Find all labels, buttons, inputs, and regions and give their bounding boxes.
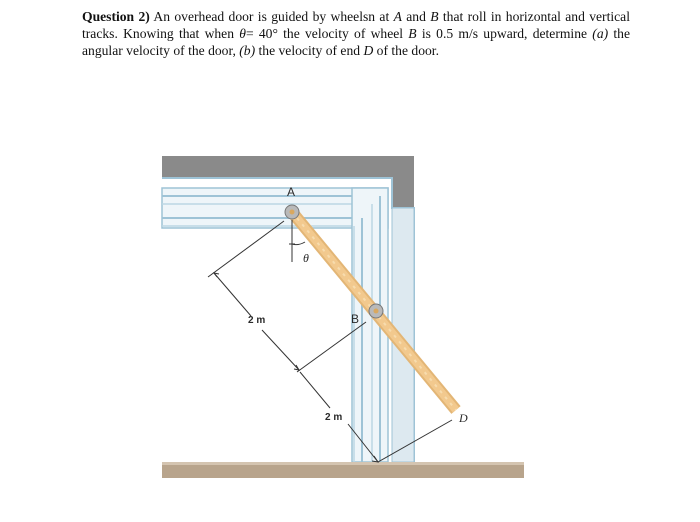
dimension-left [208,221,366,372]
ceiling-beam-vertical [392,156,414,208]
question-number: Question 2) [82,9,150,24]
wheel-b [369,304,383,318]
label-theta: θ [303,251,309,265]
label-dim-left: 2 m [248,315,266,326]
ceiling-beam [162,156,414,178]
label-d: D [459,411,468,425]
label-a: A [287,185,296,199]
wheel-a [285,205,299,219]
theta-arc [292,242,305,245]
label-b: B [351,312,360,326]
label-dim-bottom: 2 m [325,412,343,423]
question-text: Question 2) An overhead door is guided by wheelsn at A and B that roll in horizontal and vertical tracks. Knowing that when θ= 40° the velocity of wheel B is 0.5 m/s upward, determine (a) the angular velocity of the door, (b) the velocity of end D of the door. [82,9,631,58]
